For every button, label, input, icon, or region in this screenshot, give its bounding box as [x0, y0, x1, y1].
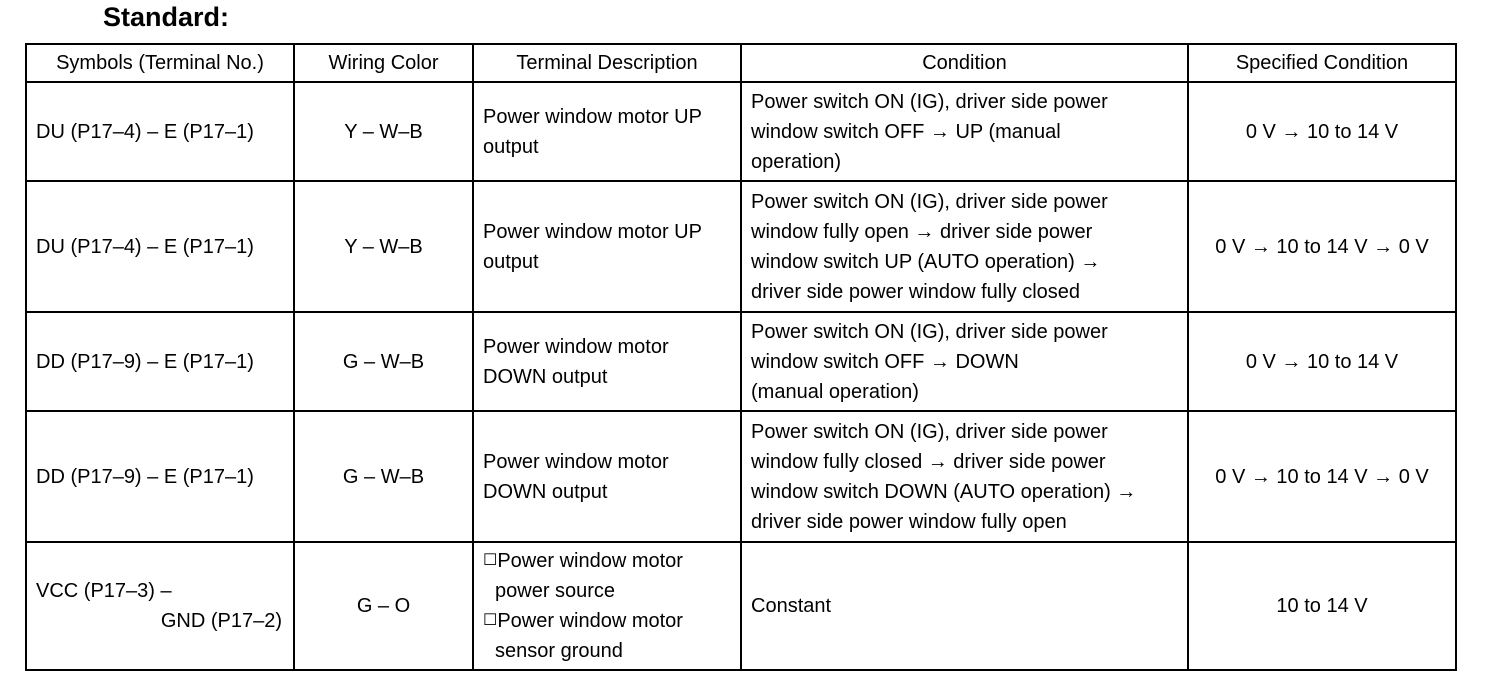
condition-line: window switch OFF → UP (manual [751, 120, 1061, 143]
table-header-row [26, 44, 1456, 82]
condition-line: window switch DOWN (AUTO operation) → [751, 480, 1137, 503]
specified-condition-cell: 10 to 14 V [1188, 542, 1456, 670]
standard-spec-table [25, 43, 1457, 671]
description-line: Power window motor [483, 450, 669, 473]
symbol-text: GND (P17–2) [160, 610, 282, 632]
symbol-text: DD (P17–9) – E (P17–1) [36, 465, 254, 488]
description-line: Power window motor [497, 550, 683, 572]
header-symbols: Symbols (Terminal No.) [26, 44, 294, 82]
condition-cell [741, 411, 1188, 542]
condition-cell [741, 82, 1188, 181]
checkbox-bullet-icon: ☐ [483, 552, 498, 569]
condition-line: driver side power window fully closed [751, 280, 1081, 303]
table-row [26, 312, 1456, 411]
symbol-text: DU (P17–4) – E (P17–1) [36, 235, 254, 258]
header-condition: Condition [741, 44, 1188, 82]
checkbox-bullet-icon: ☐ [483, 612, 498, 629]
wiring-color-cell: G – W–B [294, 312, 473, 411]
wiring-color-cell: G – O [294, 542, 473, 670]
header-wiring-color: Wiring Color [294, 44, 473, 82]
specified-condition-cell: 0 V → 10 to 14 V → 0 V [1188, 411, 1456, 542]
table-row [26, 181, 1456, 312]
description-cell [473, 312, 741, 411]
symbol-cell [26, 312, 294, 411]
symbol-text: DD (P17–9) – E (P17–1) [36, 350, 254, 373]
description-bullet-line [483, 546, 731, 576]
page-title: Standard: [103, 2, 230, 32]
condition-line: Constant [751, 595, 832, 617]
condition-line: operation) [751, 150, 842, 173]
condition-line: Power switch ON (IG), driver side power [751, 420, 1108, 443]
wiring-color-cell: Y – W–B [294, 82, 473, 181]
description-line: Power window motor UP [483, 220, 702, 243]
header-terminal-description: Terminal Description [473, 44, 741, 82]
description-line: Power window motor UP [483, 105, 702, 128]
condition-line: Power switch ON (IG), driver side power [751, 190, 1108, 213]
symbol-cell [26, 542, 294, 670]
table-row [26, 82, 1456, 181]
specified-condition-cell: 0 V → 10 to 14 V [1188, 312, 1456, 411]
symbol-cell [26, 411, 294, 542]
description-line: output [483, 250, 539, 273]
symbol-cell [26, 181, 294, 312]
condition-cell [741, 542, 1188, 670]
description-line: sensor ground [495, 640, 623, 662]
description-bullet-line [483, 606, 731, 636]
table-row [26, 411, 1456, 542]
condition-line: window switch OFF → DOWN [751, 350, 1019, 373]
condition-line: window fully open → driver side power [751, 220, 1093, 243]
condition-line: Power switch ON (IG), driver side power [751, 90, 1108, 113]
description-cell [473, 82, 741, 181]
condition-line: (manual operation) [751, 380, 919, 403]
wiring-color-cell: G – W–B [294, 411, 473, 542]
description-line: Power window motor [497, 610, 683, 632]
description-line: Power window motor [483, 335, 669, 358]
table-row [26, 542, 1456, 670]
header-specified-condition: Specified Condition [1188, 44, 1456, 82]
wiring-color-cell: Y – W–B [294, 181, 473, 312]
condition-line: Power switch ON (IG), driver side power [751, 320, 1108, 343]
description-line: output [483, 135, 539, 158]
description-cell [473, 542, 741, 670]
condition-line: window switch UP (AUTO operation) → [751, 250, 1101, 273]
symbol-text: VCC (P17–3) – [36, 580, 172, 602]
condition-cell [741, 181, 1188, 312]
specified-condition-cell: 0 V → 10 to 14 V → 0 V [1188, 181, 1456, 312]
description-cell [473, 411, 741, 542]
condition-cell [741, 312, 1188, 411]
symbol-text: DU (P17–4) – E (P17–1) [36, 120, 254, 143]
description-cell [473, 181, 741, 312]
description-line: DOWN output [483, 365, 608, 388]
symbol-cell [26, 82, 294, 181]
condition-line: driver side power window fully open [751, 510, 1067, 533]
condition-line: window fully closed → driver side power [751, 450, 1106, 473]
description-line: DOWN output [483, 480, 608, 503]
description-line: power source [495, 580, 616, 602]
specified-condition-cell: 0 V → 10 to 14 V [1188, 82, 1456, 181]
